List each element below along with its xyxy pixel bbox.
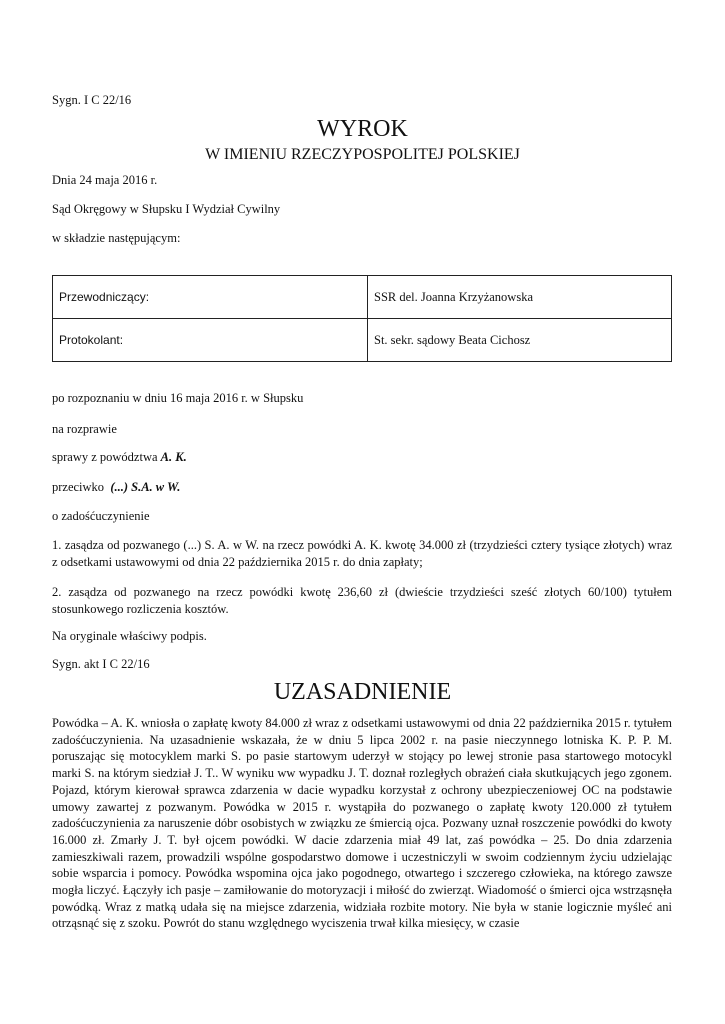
plaintiff-name: A. K.	[160, 450, 187, 464]
original-signature-note: Na oryginale właściwy podpis.	[52, 629, 207, 643]
defendant-name: (...) S.A. w W.	[110, 480, 181, 494]
composition-label: w składzie następującym:	[52, 231, 181, 245]
case-signature-top: Sygn. I C 22/16	[52, 93, 132, 107]
table-row	[53, 276, 672, 319]
case-signature-act: Sygn. akt I C 22/16	[52, 657, 150, 671]
panel-role-cell: Przewodniczący:	[53, 276, 368, 319]
hearing-line: na rozprawie	[52, 422, 117, 436]
table-row	[53, 319, 672, 362]
court-name: Sąd Okręgowy w Słupsku I Wydział Cywilny	[52, 202, 281, 216]
defendant-line	[52, 479, 180, 495]
case-prefix: sprawy z powództwa	[52, 450, 161, 464]
against-prefix: przeciwko	[52, 480, 111, 494]
court-panel-table	[52, 275, 672, 362]
ruling-item-1: 1. zasądza od pozwanego (...) S. A. w W. na rzecz powódki A. K. kwotę 34.000 zł (trzydzieści cztery tysiące złotych) wraz z odsetkami ustawowymi od dnia 22 października 2015 r. do dnia zapłaty;	[52, 538, 672, 569]
judgment-date: Dnia 24 maja 2016 r.	[52, 173, 158, 187]
subject-line: o zadośćuczynienie	[52, 509, 150, 523]
panel-name-cell: SSR del. Joanna Krzyżanowska	[368, 276, 672, 319]
judgment-subtitle: W IMIENIU RZECZYPOSPOLITEJ POLSKIEJ	[205, 146, 520, 163]
plaintiff-line	[52, 449, 187, 465]
panel-role-cell: Protokolant:	[53, 319, 368, 362]
ruling-item-2: 2. zasądza od pozwanego na rzecz powódki kwotę 236,60 zł (dwieście trzydzieści sześć złotych 60/100) tytułem stosunkowego rozliczenia kosztów.	[52, 585, 672, 616]
justification-body: Powódka – A. K. wniosła o zapłatę kwoty 84.000 zł wraz z odsetkami ustawowymi od dnia 22 października 2015 r. tytułem zadośćuczynienia. Na uzasadnienie wskazała, że w dniu 5 lipca 2002 r. na pasie nieczynnego lotniska K. P. P. M. poruszając się motocyklem marki S. po pasie startowym uderzył w stojący po lewej stronie pasa startowego motocykl marki S. na którym siedział J. T.. W wyniku ww wypadku J. T. doznał rozległych obrażeń ciała skutkujących jego zgonem. Pojazd, którym kierował sprawca zdarzenia w dacie wypadku korzystał z ochrony ubezpieczeniowej OC na podstawie umowy zawartej z pozwanym. Powódka w 2015 r. wystąpiła do pozwanego o zapłatę kwoty 120.000 zł tytułem zadośćuczynienia za naruszenie dóbr osobistych w związku ze śmiercią ojca. Pozwany uznał roszczenie powódki do kwoty 16.000 zł. Zmarły J. T. był ojcem powódki. W dacie zdarzenia miał 49 lat, zaś powódka – 25. Do dnia zdarzenia zamieszkiwali razem, prowadzili wspólne gospodarstwo domowe i uczestniczyli w swoim codziennym życiu udzielając sobie wsparcia i pomocy. Powódka wspomina ojca jako pogodnego, otwartego i szczerego człowieka, na którego zawsze mogła liczyć. Łączyły ich pasje – zamiłowanie do motoryzacji i miłość do zwierząt. Wiadomość o śmierci ojca wstrząsnęła powódką. Wraz z matką udała się na miejsce zdarzenia, widziała rozbite motory. Nie była w stanie logicznie myśleć ani otrząsnąć się z szoku. Powrót do stanu względnego wyciszenia trwał kilka miesięcy, w czasie	[52, 716, 672, 931]
panel-name-cell: St. sekr. sądowy Beata Cichosz	[368, 319, 672, 362]
judgment-title: WYROK	[317, 116, 408, 142]
heard-line: po rozpoznaniu w dniu 16 maja 2016 r. w Słupsku	[52, 391, 304, 405]
justification-title: UZASADNIENIE	[273, 679, 452, 705]
